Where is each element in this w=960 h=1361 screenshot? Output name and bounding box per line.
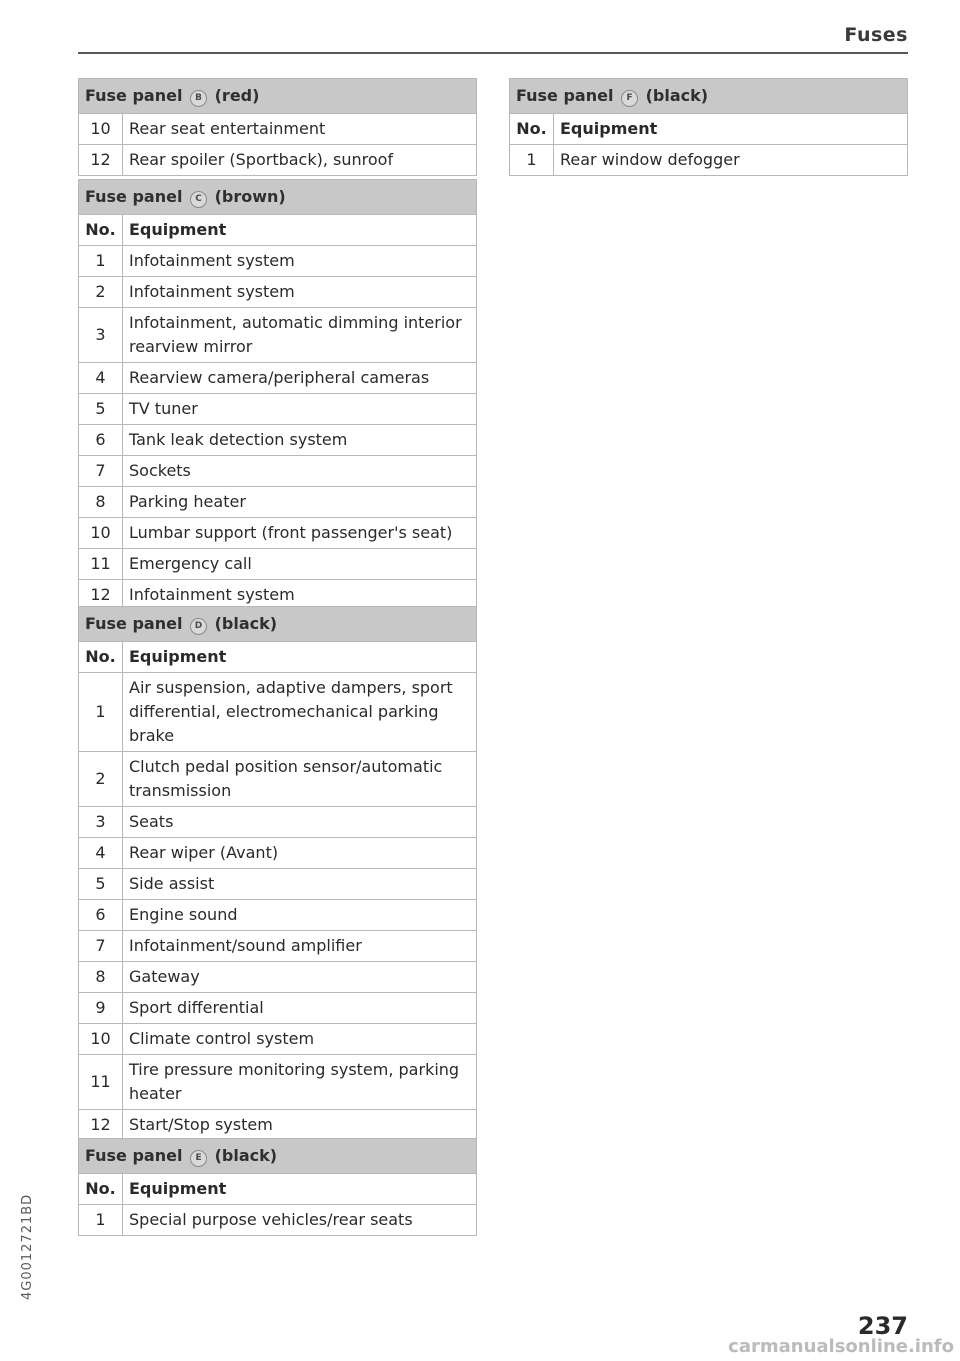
fuse-equipment: Gateway xyxy=(123,962,477,993)
panel-title-text: Fuse panel xyxy=(85,86,183,105)
fuse-panel-d-table xyxy=(78,606,477,1141)
fuse-number: 12 xyxy=(79,580,123,611)
column-header-equipment: Equipment xyxy=(123,642,477,673)
column-header-no: No. xyxy=(510,114,554,145)
table-row xyxy=(79,487,477,518)
fuse-number: 10 xyxy=(79,518,123,549)
fuse-equipment: Climate control system xyxy=(123,1024,477,1055)
panel-color-text: (red) xyxy=(214,86,260,105)
fuse-number: 1 xyxy=(79,673,123,752)
fuse-equipment: Rear seat entertainment xyxy=(123,114,477,145)
fuse-number: 10 xyxy=(79,114,123,145)
fuse-panel-c-title xyxy=(79,180,477,215)
column-header-no: No. xyxy=(79,642,123,673)
fuse-number: 12 xyxy=(79,1110,123,1141)
column-header-equipment: Equipment xyxy=(123,1174,477,1205)
table-row xyxy=(79,1205,477,1236)
fuse-number: 3 xyxy=(79,308,123,363)
fuse-panel-e-table xyxy=(78,1138,477,1236)
table-row xyxy=(79,673,477,752)
fuse-equipment: Parking heater xyxy=(123,487,477,518)
fuse-number: 6 xyxy=(79,900,123,931)
fuse-panel-b-table xyxy=(78,78,477,176)
fuse-number: 11 xyxy=(79,1055,123,1110)
panel-color-text: (black) xyxy=(645,86,709,105)
table-row xyxy=(79,114,477,145)
panel-title-text: Fuse panel xyxy=(85,187,183,206)
fuse-number: 7 xyxy=(79,931,123,962)
fuse-equipment: Special purpose vehicles/rear seats xyxy=(123,1205,477,1236)
table-row xyxy=(79,518,477,549)
fuse-number: 11 xyxy=(79,549,123,580)
fuse-equipment: Infotainment system xyxy=(123,246,477,277)
page-number: 237 xyxy=(857,1312,908,1340)
table-row xyxy=(79,962,477,993)
fuse-panel-c-table xyxy=(78,179,477,611)
fuse-equipment: Sockets xyxy=(123,456,477,487)
table-row xyxy=(79,752,477,807)
table-row xyxy=(79,1110,477,1141)
fuse-equipment: Emergency call xyxy=(123,549,477,580)
table-row xyxy=(79,900,477,931)
fuse-number: 4 xyxy=(79,363,123,394)
table-row xyxy=(79,308,477,363)
fuse-equipment: Side assist xyxy=(123,869,477,900)
fuse-equipment: Air suspension, adaptive dampers, sport differential, electromechanical parking brake xyxy=(123,673,477,752)
fuse-number: 1 xyxy=(510,145,554,176)
fuse-equipment: Start/Stop system xyxy=(123,1110,477,1141)
fuse-number: 10 xyxy=(79,1024,123,1055)
panel-color-text: (black) xyxy=(214,614,278,633)
fuse-equipment: Rearview camera/peripheral cameras xyxy=(123,363,477,394)
table-row xyxy=(79,425,477,456)
fuse-equipment: Infotainment system xyxy=(123,580,477,611)
fuse-number: 1 xyxy=(79,1205,123,1236)
fuse-number: 8 xyxy=(79,487,123,518)
watermark-text: carmanualsonline.info xyxy=(728,1336,954,1357)
fuse-equipment: Rear window defogger xyxy=(554,145,908,176)
fuse-number: 2 xyxy=(79,752,123,807)
table-row xyxy=(79,869,477,900)
panel-color-text: (black) xyxy=(214,1146,278,1165)
fuse-number: 12 xyxy=(79,145,123,176)
fuse-number: 7 xyxy=(79,456,123,487)
panel-color-text: (brown) xyxy=(214,187,286,206)
fuse-number: 2 xyxy=(79,277,123,308)
fuse-number: 8 xyxy=(79,962,123,993)
fuse-panel-f-table xyxy=(509,78,908,176)
panel-c-badge-icon: C xyxy=(190,191,207,208)
fuse-number: 3 xyxy=(79,807,123,838)
fuse-equipment: Tire pressure monitoring system, parking heater xyxy=(123,1055,477,1110)
table-row xyxy=(79,807,477,838)
fuse-equipment: Rear wiper (Avant) xyxy=(123,838,477,869)
fuse-equipment: Engine sound xyxy=(123,900,477,931)
table-row xyxy=(79,277,477,308)
fuse-number: 5 xyxy=(79,394,123,425)
fuse-panel-e-title xyxy=(79,1139,477,1174)
fuse-equipment: Lumbar support (front passenger's seat) xyxy=(123,518,477,549)
fuse-equipment: Sport differential xyxy=(123,993,477,1024)
fuse-equipment: Seats xyxy=(123,807,477,838)
table-row xyxy=(79,1055,477,1110)
fuse-panel-b-title xyxy=(79,79,477,114)
column-header-no: No. xyxy=(79,215,123,246)
column-header-equipment: Equipment xyxy=(123,215,477,246)
table-row xyxy=(79,246,477,277)
fuse-number: 1 xyxy=(79,246,123,277)
fuse-number: 9 xyxy=(79,993,123,1024)
table-row xyxy=(79,931,477,962)
panel-title-text: Fuse panel xyxy=(85,1146,183,1165)
table-row xyxy=(79,456,477,487)
table-row xyxy=(79,1024,477,1055)
fuse-number: 4 xyxy=(79,838,123,869)
column-header-equipment: Equipment xyxy=(554,114,908,145)
fuse-number: 6 xyxy=(79,425,123,456)
panel-b-badge-icon: B xyxy=(190,90,207,107)
table-row xyxy=(79,363,477,394)
fuse-equipment: Tank leak detection system xyxy=(123,425,477,456)
header-rule xyxy=(78,52,908,54)
document-code: 4G0012721BD xyxy=(20,1193,35,1300)
fuse-panel-f-title xyxy=(510,79,908,114)
section-title: Fuses xyxy=(844,24,908,46)
fuse-equipment: Infotainment, automatic dimming interior rearview mirror xyxy=(123,308,477,363)
table-row xyxy=(79,145,477,176)
panel-title-text: Fuse panel xyxy=(516,86,614,105)
fuse-equipment: Clutch pedal position sensor/automatic transmission xyxy=(123,752,477,807)
panel-f-badge-icon: F xyxy=(621,90,638,107)
table-row xyxy=(79,838,477,869)
fuse-equipment: TV tuner xyxy=(123,394,477,425)
table-row xyxy=(79,993,477,1024)
table-row xyxy=(510,145,908,176)
fuse-equipment: Rear spoiler (Sportback), sunroof xyxy=(123,145,477,176)
fuse-number: 5 xyxy=(79,869,123,900)
panel-title-text: Fuse panel xyxy=(85,614,183,633)
panel-d-badge-icon: D xyxy=(190,618,207,635)
panel-e-badge-icon: E xyxy=(190,1150,207,1167)
column-header-no: No. xyxy=(79,1174,123,1205)
table-row xyxy=(79,549,477,580)
fuse-equipment: Infotainment system xyxy=(123,277,477,308)
fuse-panel-d-title xyxy=(79,607,477,642)
fuse-equipment: Infotainment/sound amplifier xyxy=(123,931,477,962)
table-row xyxy=(79,394,477,425)
